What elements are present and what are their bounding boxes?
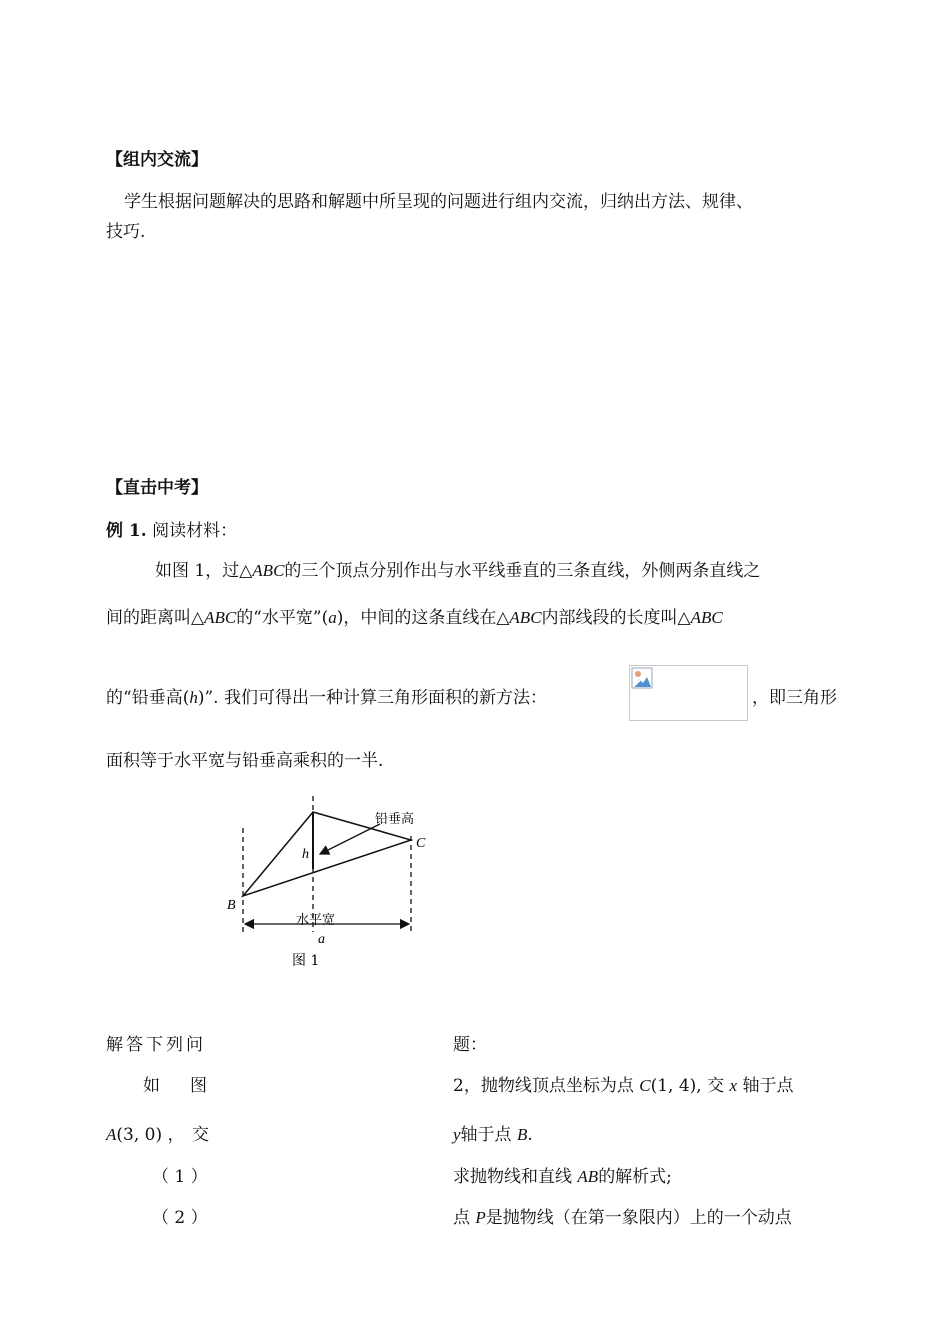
text-run: 如图 1，过△ — [155, 561, 253, 581]
text-run: 轴于点 — [460, 1125, 517, 1145]
point-a: A — [106, 1125, 117, 1144]
text-run: 的“铅垂高( — [106, 688, 190, 708]
left-col-row-2b: 图 — [190, 1076, 207, 1096]
example-heading — [106, 516, 237, 541]
text-run: (3, 0) ， — [116, 1125, 185, 1145]
paragraph-line-1: 学生根据问题解决的思路和解题中所呈现的问题进行组内交流，归纳出方法、规律、 — [124, 192, 753, 212]
material-line-4: 面积等于水平宽与铅垂高乘积的一半. — [106, 751, 384, 771]
material-line-1 — [155, 556, 760, 581]
text-run: 2，抛物线顶点坐标为点 — [453, 1076, 640, 1096]
right-col-row-1: 题： — [453, 1035, 487, 1055]
material-line-3a — [106, 683, 547, 708]
section-title-group-exchange: 【组内交流】 — [106, 150, 208, 170]
section-title-exam: 【直击中考】 — [106, 478, 208, 498]
left-col-row-3c: 交 — [192, 1125, 209, 1145]
var-y: y — [453, 1125, 461, 1144]
text-run: 轴于点 — [737, 1076, 794, 1096]
text-run: 间的距离叫△ — [106, 608, 205, 628]
text-run: 内部线段的长度叫△ — [541, 608, 691, 628]
var-ab: AB — [577, 1167, 599, 1186]
paragraph-line-2: 技巧. — [106, 222, 146, 242]
label-h: h — [302, 847, 309, 862]
var-abc: ABC — [509, 608, 542, 627]
var-a: a — [328, 608, 337, 627]
text-run: 点 — [453, 1208, 476, 1228]
left-col-row-3 — [106, 1120, 185, 1145]
text-run: (1, 4), 交 — [650, 1076, 730, 1096]
material-line-2 — [106, 603, 723, 628]
figure-1-triangle — [220, 790, 450, 980]
point-b: B — [516, 1125, 528, 1144]
text-run: 的“水平宽”( — [236, 608, 329, 628]
broken-image-icon — [631, 667, 653, 689]
left-col-row-2a: 如 — [143, 1076, 160, 1096]
label-horizontal-width: 水平宽 — [296, 913, 336, 928]
text-run: )，中间的这条直线在△ — [336, 608, 510, 628]
text-run: 的三个顶点分别作出与水平线垂直的三条直线，外侧两条直线之 — [284, 561, 761, 581]
example-text: 阅读材料： — [152, 521, 238, 541]
right-col-row-4 — [453, 1162, 672, 1187]
label-lead-height: 铅垂高 — [375, 812, 415, 827]
text-run: . — [527, 1125, 533, 1145]
var-abc: ABC — [204, 608, 237, 627]
text-run: 的解析式; — [598, 1167, 672, 1187]
text-run: )”. 我们可得出一种计算三角形面积的新方法： — [197, 688, 547, 708]
broken-formula-image — [629, 665, 748, 721]
figure-caption: 图 1 — [292, 953, 320, 969]
right-col-row-5 — [453, 1203, 792, 1228]
text-run: 是抛物线（在第一象限内）上的一个动点 — [485, 1208, 792, 1228]
var-abc: ABC — [252, 561, 285, 580]
var-h: h — [189, 688, 198, 707]
var-abc: ABC — [690, 608, 723, 627]
point-c: C — [639, 1076, 651, 1095]
label-a: a — [318, 932, 325, 947]
left-col-row-5: （ 2 ） — [152, 1208, 208, 1228]
right-col-row-2 — [453, 1071, 793, 1096]
left-col-row-1: 解答下列问 — [106, 1035, 206, 1055]
var-x: x — [729, 1076, 738, 1095]
left-col-row-4: （ 1 ） — [152, 1167, 208, 1187]
label-c: C — [416, 836, 426, 851]
label-b: B — [227, 898, 236, 913]
leader-arrow — [320, 824, 380, 854]
material-line-3b: ，即三角形 — [752, 688, 837, 708]
example-label: 例 1. — [106, 521, 147, 541]
point-p: P — [475, 1208, 486, 1227]
text-run: 求抛物线和直线 — [453, 1167, 578, 1187]
right-col-row-3 — [453, 1120, 533, 1145]
